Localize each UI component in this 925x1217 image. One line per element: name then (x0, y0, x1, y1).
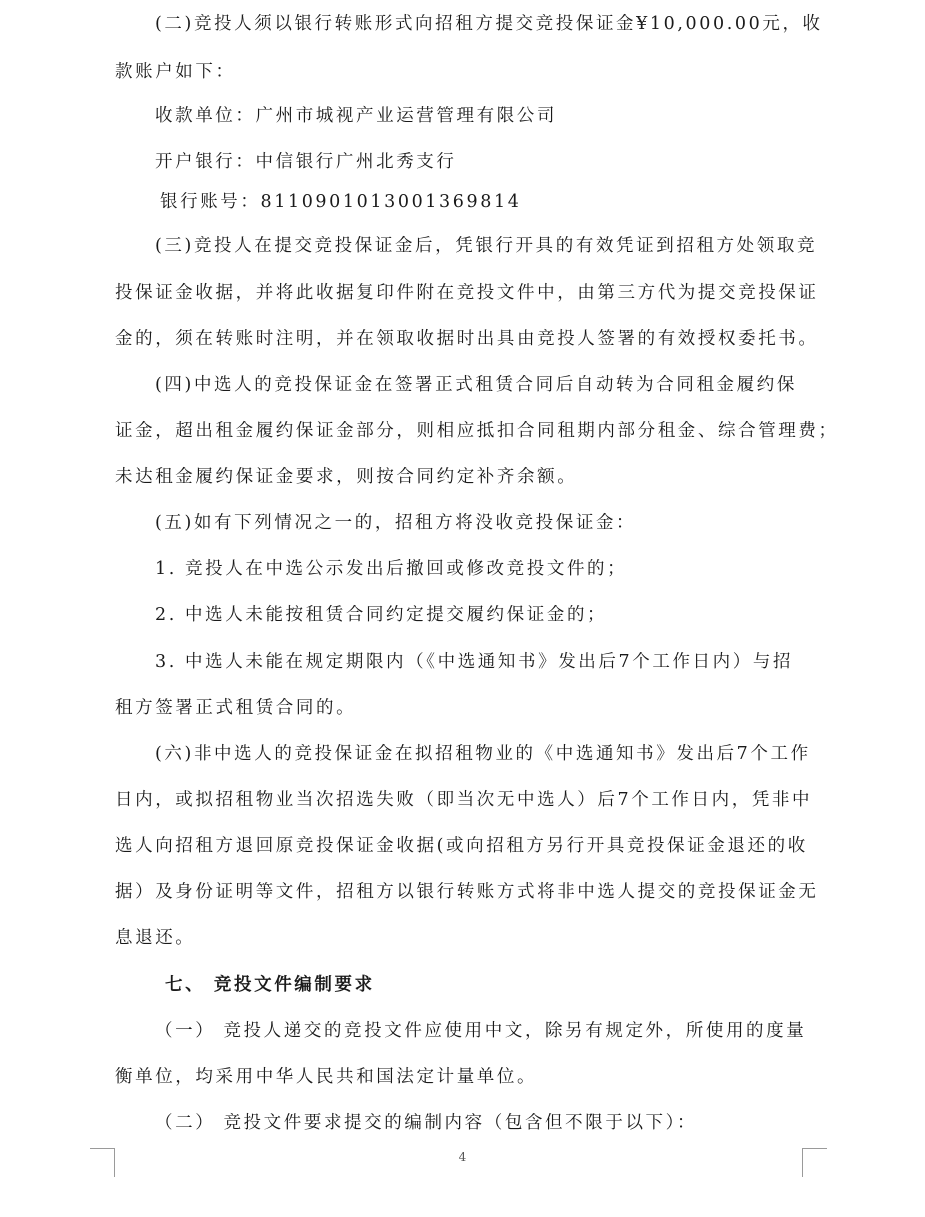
paragraph-six-line4: 据）及身份证明等文件，招租方以银行转账方式将非中选人提交的竞投保证金无 (115, 882, 819, 902)
paragraph-four-line2: 证金，超出租金履约保证金部分，则相应抵扣合同租期内部分租金、综合管理费； (115, 421, 839, 441)
list-item-1: 1. 竞投人在中选公示发出后撤回或修改竞投文件的； (155, 559, 628, 579)
bank-name: 开户银行：中信银行广州北秀支行 (155, 152, 457, 172)
requirement-one-line1: （一） 竞投人递交的竞投文件应使用中文，除另有规定外，所使用的度量 (155, 1021, 807, 1041)
requirement-two: （二） 竞投文件要求提交的编制内容（包含但不限于以下）： (155, 1113, 698, 1133)
list-item-3-line2: 租方签署正式租赁合同的。 (115, 698, 357, 718)
paragraph-four-line1: (四)中选人的竞投保证金在签署正式租赁合同后自动转为合同租金履约保 (155, 375, 797, 395)
list-item-3-line1: 3. 中选人未能在规定期限内（《中选通知书》发出后7个工作日内）与招 (155, 652, 794, 672)
paragraph-three-line1: (三)竞投人在提交竞投保证金后，凭银行开具的有效凭证到招租方处领取竞 (155, 236, 818, 256)
list-item-2: 2. 中选人未能按租赁合同约定提交履约保证金的； (155, 605, 608, 625)
paragraph-four-line3: 未达租金履约保证金要求，则按合同约定补齐余额。 (115, 467, 578, 487)
requirement-one-line2: 衡单位，均采用中华人民共和国法定计量单位。 (115, 1067, 538, 1087)
paragraph-five-intro: (五)如有下列情况之一的，招租方将没收竞投保证金： (155, 513, 637, 533)
paragraph-six-line1: (六)非中选人的竞投保证金在拟招租物业的《中选通知书》发出后7个工作 (155, 744, 811, 764)
section-heading-seven: 七、 竞投文件编制要求 (165, 975, 375, 995)
paragraph-three-line2: 投保证金收据，并将此收据复印件附在竞投文件中，由第三方代为提交竞投保证 (115, 283, 819, 303)
payee-name: 收款单位：广州市城视产业运营管理有限公司 (155, 106, 557, 126)
paragraph-deposit-intro: (二)竞投人须以银行转账形式向招租方提交竞投保证金¥10,000.00元，收 (155, 14, 823, 34)
paragraph-six-line5: 息退还。 (115, 928, 196, 948)
page-number: 4 (458, 1150, 467, 1164)
paragraph-three-line3: 金的，须在转账时注明，并在领取收据时出具由竞投人签署的有效授权委托书。 (115, 329, 819, 349)
paragraph-deposit-intro-cont: 款账户如下： (115, 62, 236, 82)
paragraph-six-line2: 日内，或拟招租物业当次招选失败（即当次无中选人）后7个工作日内，凭非中 (115, 790, 813, 810)
bank-account: 银行账号：8110901013001369814 (160, 192, 522, 212)
paragraph-six-line3: 选人向招租方退回原竞投保证金收据(或向招租方另行开具竞投保证金退还的收 (115, 836, 808, 856)
